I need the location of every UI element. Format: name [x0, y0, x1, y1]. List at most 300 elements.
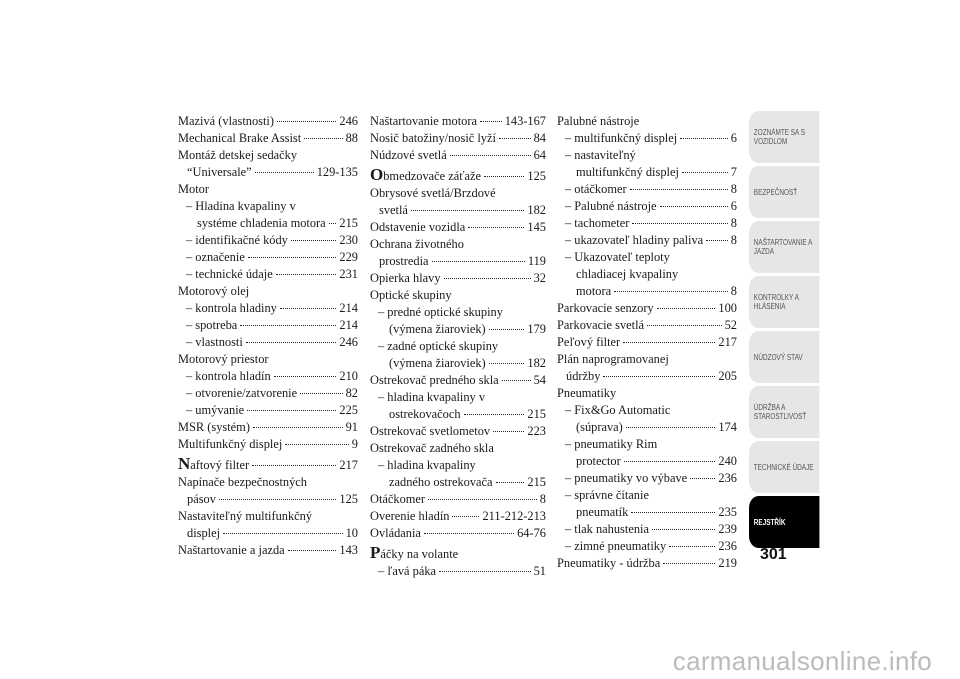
watermark-text[interactable]: carmanualsonline.info [672, 646, 932, 676]
index-heading-text: – hladina kvapaliny v [378, 390, 486, 404]
dot-leader [291, 240, 337, 241]
dot-leader [652, 529, 715, 530]
index-entry-label: pásov [187, 492, 216, 506]
index-entry-text [565, 232, 703, 249]
index-page-ref: 229 [339, 250, 358, 264]
index-entry-text [576, 453, 621, 470]
index-entry[interactable] [178, 113, 358, 130]
dot-leader [489, 329, 525, 330]
index-entry-text [565, 181, 627, 198]
dot-leader [624, 461, 716, 462]
index-page-ref: 119 [527, 254, 546, 268]
index-entry-label: displej [187, 526, 221, 540]
index-heading-text: Optické skupiny [370, 288, 452, 302]
index-entry-text [370, 508, 449, 525]
index-entry-label: – otvorenie/zatvorenie [186, 386, 298, 400]
dot-leader [499, 138, 531, 139]
index-entry-text [565, 198, 657, 215]
index-entry-text [178, 130, 301, 147]
index-heading [557, 402, 737, 419]
index-entry-text [186, 317, 237, 334]
index-page-ref: 32 [533, 271, 546, 285]
index-entry-label: Pneumatiky - údržba [557, 556, 661, 570]
index-entry-text [379, 253, 429, 270]
index-heading-text: Motorový olej [178, 284, 250, 298]
index-entry[interactable] [370, 253, 546, 270]
index-entry[interactable] [178, 164, 358, 181]
index-heading [178, 474, 358, 491]
index-entry[interactable] [178, 215, 358, 232]
index-entry-label: MSR (systém) [178, 420, 250, 434]
index-heading [370, 338, 546, 355]
index-entry[interactable] [370, 270, 546, 287]
dot-leader [274, 376, 337, 377]
index-entry-text [370, 423, 490, 440]
index-entry-text [576, 283, 611, 300]
dot-leader [277, 121, 336, 122]
dot-leader [669, 546, 715, 547]
index-heading-text: Pneumatiky [557, 386, 617, 400]
dot-leader [680, 138, 728, 139]
index-entry[interactable] [178, 266, 358, 283]
index-entry-label: – označenie [186, 250, 245, 264]
index-entry-label: – ukazovateľ hladiny paliva [565, 233, 704, 247]
dot-leader [468, 227, 524, 228]
index-entry-text [557, 555, 660, 572]
index-entry-label: Naštartovanie motora [370, 114, 478, 128]
index-heading [370, 185, 546, 202]
index-entry-text [186, 368, 271, 385]
index-page-ref: 52 [724, 318, 737, 332]
index-page-ref: 246 [339, 114, 358, 128]
index-page-ref: 8 [730, 182, 737, 196]
index-entry-text [186, 385, 297, 402]
index-heading [178, 147, 358, 164]
index-entry-text [178, 542, 285, 559]
index-page-ref: 225 [339, 403, 358, 417]
index-entry[interactable] [557, 300, 737, 317]
index-entry[interactable] [557, 453, 737, 470]
index-page-ref: 145 [527, 220, 546, 234]
index-heading [557, 351, 737, 368]
dot-leader [240, 325, 336, 326]
dot-leader [450, 155, 531, 156]
index-entry-label: – pneumatiky vo výbave [565, 471, 688, 485]
index-entry-text [389, 321, 486, 338]
index-entry-label: Otáčkomer [370, 492, 426, 506]
index-heading-text: – Hladina kvapaliny v [186, 199, 296, 213]
index-entry[interactable] [178, 300, 358, 317]
index-page-ref: 6 [730, 199, 737, 213]
index-entry[interactable] [370, 525, 546, 542]
index-entry[interactable] [370, 491, 546, 508]
index-heading-text: Palubné nástroje [557, 114, 640, 128]
index-page-ref: 174 [718, 420, 737, 434]
index-entry[interactable] [557, 470, 737, 487]
index-entry-text [370, 130, 496, 147]
index-heading-text: – hladina kvapaliny [378, 458, 476, 472]
index-entry-text [178, 419, 250, 436]
index-entry-label: systéme chladenia motora [197, 216, 326, 230]
index-entry-label: pneumatík [576, 505, 629, 519]
index-heading [178, 283, 358, 300]
index-entry[interactable] [178, 491, 358, 508]
index-column-3 [557, 113, 737, 572]
index-entry-text [565, 215, 629, 232]
index-entry-label: – zimné pneumatiky [565, 539, 667, 553]
index-entry-label: (súprava) [576, 420, 623, 434]
index-entry-text [370, 491, 425, 508]
index-heading [557, 249, 737, 266]
index-entry-label: – kontrola hladín [186, 369, 271, 383]
dot-leader [484, 176, 524, 177]
page-number: 301 [760, 546, 787, 563]
index-entry-text [370, 372, 499, 389]
index-entry-text [565, 130, 677, 147]
index-heading-text: – predné optické skupiny [378, 305, 503, 319]
index-entry[interactable] [557, 538, 737, 555]
index-entry[interactable] [370, 202, 546, 219]
index-entry-label: – technické údaje [186, 267, 273, 281]
index-page-ref: 210 [339, 369, 358, 383]
index-entry[interactable] [370, 219, 546, 236]
index-heading [178, 351, 358, 368]
index-entry-label: Overenie hladín [370, 509, 450, 523]
chapter-tab-label: REJSTŘÍK [753, 517, 786, 527]
index-entry[interactable] [370, 423, 546, 440]
index-entry[interactable] [178, 525, 358, 542]
index-entry-label: Ovládania [370, 526, 421, 540]
index-entry[interactable] [178, 130, 358, 147]
index-entry[interactable] [370, 113, 546, 130]
index-entry-text [389, 406, 461, 423]
index-column-1 [178, 113, 358, 559]
dot-leader [432, 261, 525, 262]
index-page-ref: 8 [539, 492, 546, 506]
dot-leader [276, 274, 337, 275]
index-heading-text: Ostrekovač zadného skla [370, 441, 494, 455]
index-entry[interactable] [557, 130, 737, 147]
index-page-ref: 10 [345, 526, 358, 540]
index-heading [557, 385, 737, 402]
index-heading-text: Montáž detskej sedačky [178, 148, 298, 162]
index-heading [557, 147, 737, 164]
index-entry-label: – otáčkomer [565, 182, 627, 196]
dot-leader [657, 308, 716, 309]
index-heading [557, 113, 737, 130]
chapter-tab[interactable] [749, 496, 819, 548]
watermark[interactable] [0, 646, 960, 677]
index-heading [370, 544, 546, 563]
index-page-ref: 246 [339, 335, 358, 349]
index-entry-label: protector [576, 454, 621, 468]
index-entry[interactable] [370, 563, 546, 580]
index-entry-label: – tachometer [565, 216, 630, 230]
index-entry-text [370, 166, 481, 185]
index-page-ref: 125 [527, 169, 546, 183]
index-entry-label: Núdzové svetlá [370, 148, 447, 162]
index-entry-label: – spotreba [186, 318, 238, 332]
index-heading-text: Motor [178, 182, 209, 196]
index-entry-text [187, 525, 220, 542]
index-entry[interactable] [178, 419, 358, 436]
index-entry-label: – Palubné nástroje [565, 199, 657, 213]
index-entry-label: Peľový filter [557, 335, 621, 349]
index-page-ref: 236 [718, 471, 737, 485]
index-entry[interactable] [370, 130, 546, 147]
index-entry-text [389, 355, 486, 372]
index-entry[interactable] [178, 402, 358, 419]
index-entry[interactable] [557, 232, 737, 249]
index-entry[interactable] [370, 406, 546, 423]
dot-leader [682, 172, 728, 173]
dot-leader [300, 393, 342, 394]
index-entry[interactable] [557, 368, 737, 385]
index-entry-text [370, 525, 421, 542]
index-entry-label: multifunkčný displej [576, 165, 679, 179]
index-entry[interactable] [178, 455, 358, 474]
drop-letter: O [370, 165, 384, 184]
index-entry-text [389, 474, 493, 491]
index-page-ref: 125 [339, 492, 358, 506]
index-entry-label: prostredia [379, 254, 429, 268]
index-entry[interactable] [178, 368, 358, 385]
index-page-ref: 217 [339, 458, 358, 472]
index-page-ref: 217 [718, 335, 737, 349]
chapter-tab[interactable] [749, 331, 819, 383]
index-page-ref: 182 [527, 203, 546, 217]
index-page-ref: 231 [339, 267, 358, 281]
chapter-tab-label: ZOZNÁMTE SA S VOZIDLOM [753, 128, 806, 146]
index-entry[interactable] [370, 474, 546, 491]
index-entry-label: – kontrola hladiny [186, 301, 277, 315]
dot-leader [439, 571, 531, 572]
index-page-ref: 230 [339, 233, 358, 247]
index-entry-text [576, 504, 628, 521]
index-entry-label: bmedzovače záťaže [383, 169, 482, 183]
index-heading-text: – zadné optické skupiny [378, 339, 499, 353]
index-entry-label: – umývanie [186, 403, 245, 417]
drop-letter: N [178, 454, 191, 473]
dot-leader [660, 206, 728, 207]
index-entry[interactable] [557, 334, 737, 351]
dot-leader [247, 410, 336, 411]
index-page-ref: 51 [533, 564, 546, 578]
index-entry-text [187, 491, 216, 508]
index-page-ref: 8 [730, 233, 737, 247]
dot-leader [246, 342, 337, 343]
chapter-tab[interactable] [749, 386, 819, 438]
index-entry[interactable] [178, 249, 358, 266]
chapter-tab[interactable] [749, 166, 819, 218]
dot-leader [690, 478, 715, 479]
index-entry-text [565, 521, 649, 538]
index-entry[interactable] [557, 521, 737, 538]
index-heading-text: Plán naprogramovanej [557, 352, 669, 366]
index-entry-text [186, 249, 245, 266]
index-entry-text [186, 266, 273, 283]
index-entry-text [370, 113, 477, 130]
chapter-tab-label: ÚDRŽBA A STAROSTLIVOSŤ [753, 403, 807, 421]
index-entry[interactable] [178, 317, 358, 334]
chapter-tab-label: NÚDZOVÝ STAV [753, 352, 803, 362]
dot-leader [288, 550, 337, 551]
index-entry-text [187, 164, 252, 181]
dot-leader [464, 414, 525, 415]
index-page-ref: 179 [527, 322, 546, 336]
index-entry[interactable] [557, 283, 737, 300]
index-page-ref: 214 [339, 318, 358, 332]
index-entry[interactable] [370, 147, 546, 164]
index-entry-label: Naštartovanie a jazda [178, 543, 285, 557]
index-entry-text [186, 300, 277, 317]
index-heading [370, 389, 546, 406]
dot-leader [603, 376, 715, 377]
index-entry-label: ostrekovačoch [389, 407, 461, 421]
chapter-tab[interactable] [749, 221, 819, 273]
index-page-ref: 8 [730, 284, 737, 298]
index-page-ref: 100 [718, 301, 737, 315]
dot-leader [626, 427, 716, 428]
index-entry-label: svetlá [379, 203, 408, 217]
dot-leader [411, 210, 525, 211]
index-page-ref: 8 [730, 216, 737, 230]
chapter-tab-label: BEZPEČNOSŤ [753, 187, 798, 197]
index-entry[interactable] [178, 542, 358, 559]
index-page-ref: 236 [718, 539, 737, 553]
index-page-ref: 240 [718, 454, 737, 468]
index-page-ref: 54 [533, 373, 546, 387]
index-entry-text [178, 455, 249, 474]
index-entry-label: Ostrekovač predného skla [370, 373, 499, 387]
dot-leader [496, 482, 525, 483]
index-entry-label: Opierka hlavy [370, 271, 441, 285]
index-entry-label: Nosič batožiny/nosič lyží [370, 131, 496, 145]
chapter-tab[interactable] [749, 276, 819, 328]
index-page-ref: 219 [718, 556, 737, 570]
index-entry[interactable] [370, 372, 546, 389]
index-page-ref: 129-135 [316, 165, 358, 179]
index-heading [178, 508, 358, 525]
index-heading [370, 287, 546, 304]
index-page-ref: 88 [345, 131, 358, 145]
chapter-tab[interactable] [749, 441, 819, 493]
dot-leader [255, 172, 314, 173]
dot-leader [480, 121, 502, 122]
index-entry-label: – ľavá páka [378, 564, 437, 578]
index-entry[interactable] [370, 166, 546, 185]
index-page-ref: 215 [527, 475, 546, 489]
index-entry[interactable] [557, 198, 737, 215]
index-page-ref: 143-167 [504, 114, 546, 128]
dot-leader [428, 499, 537, 500]
index-entry-label: Parkovacie svetlá [557, 318, 645, 332]
index-entry-label: motora [576, 284, 612, 298]
index-heading-text: – Ukazovateľ teploty [565, 250, 670, 264]
index-entry[interactable] [178, 436, 358, 453]
index-heading [370, 457, 546, 474]
index-entry-label: “Universale” [187, 165, 252, 179]
index-heading [557, 436, 737, 453]
index-page-ref: 6 [730, 131, 737, 145]
index-page-ref: 211-212-213 [482, 509, 546, 523]
index-entry[interactable] [557, 504, 737, 521]
index-entry[interactable] [557, 164, 737, 181]
index-entry-label: Odstavenie vozidla [370, 220, 466, 234]
index-entry-text [557, 334, 620, 351]
dot-leader [647, 325, 722, 326]
index-entry-text [379, 202, 408, 219]
dot-leader [502, 380, 531, 381]
index-page-ref: 182 [527, 356, 546, 370]
index-entry[interactable] [557, 555, 737, 572]
index-heading-text: Obrysové svetlá/Brzdové [370, 186, 496, 200]
index-entry-text [178, 113, 274, 130]
index-entry[interactable] [178, 385, 358, 402]
index-entry-label: – tlak nahustenia [565, 522, 649, 536]
index-entry-label: (výmena žiaroviek) [389, 322, 486, 336]
dot-leader [632, 223, 727, 224]
index-entry[interactable] [557, 317, 737, 334]
index-entry[interactable] [370, 508, 546, 525]
dot-leader [614, 291, 728, 292]
dot-leader [219, 499, 336, 500]
index-heading-text: Nastaviteľný multifunkčný [178, 509, 313, 523]
index-page-ref: 205 [718, 369, 737, 383]
index-heading-text: Napínače bezpečnostných [178, 475, 308, 489]
index-entry-label: zadného ostrekovača [389, 475, 493, 489]
dot-leader [223, 533, 343, 534]
dot-leader [280, 308, 337, 309]
chapter-tab[interactable] [749, 111, 819, 163]
index-entry[interactable] [178, 232, 358, 249]
dot-leader [623, 342, 715, 343]
dot-leader [329, 223, 337, 224]
index-entry-label: Parkovacie senzory [557, 301, 654, 315]
index-entry-text [178, 436, 282, 453]
index-entry-label: Ostrekovač svetlometov [370, 424, 491, 438]
index-entry-text [565, 470, 687, 487]
index-entry[interactable] [370, 355, 546, 372]
index-heading-text: – pneumatiky Rim [565, 437, 658, 451]
index-heading-text: – správne čítanie [565, 488, 649, 502]
index-page-ref: 215 [527, 407, 546, 421]
index-entry-text [186, 402, 244, 419]
index-entry[interactable] [557, 419, 737, 436]
index-heading [370, 440, 546, 457]
index-entry-label: (výmena žiaroviek) [389, 356, 486, 370]
index-entry-text [557, 317, 644, 334]
dot-leader [252, 465, 336, 466]
index-entry-text [186, 232, 288, 249]
index-entry-text [565, 538, 666, 555]
dot-leader [493, 431, 524, 432]
index-heading [370, 304, 546, 321]
index-entry-label: údržby [566, 369, 601, 383]
index-entry[interactable] [557, 215, 737, 232]
index-column-2 [370, 113, 546, 580]
dot-leader [424, 533, 514, 534]
index-entry[interactable] [178, 334, 358, 351]
index-entry-text [557, 300, 654, 317]
index-entry[interactable] [557, 181, 737, 198]
dot-leader [248, 257, 337, 258]
index-page-ref: 84 [533, 131, 546, 145]
index-entry[interactable] [370, 321, 546, 338]
index-heading [557, 266, 737, 283]
index-entry-text [370, 270, 441, 287]
index-page-ref: 7 [730, 165, 737, 179]
